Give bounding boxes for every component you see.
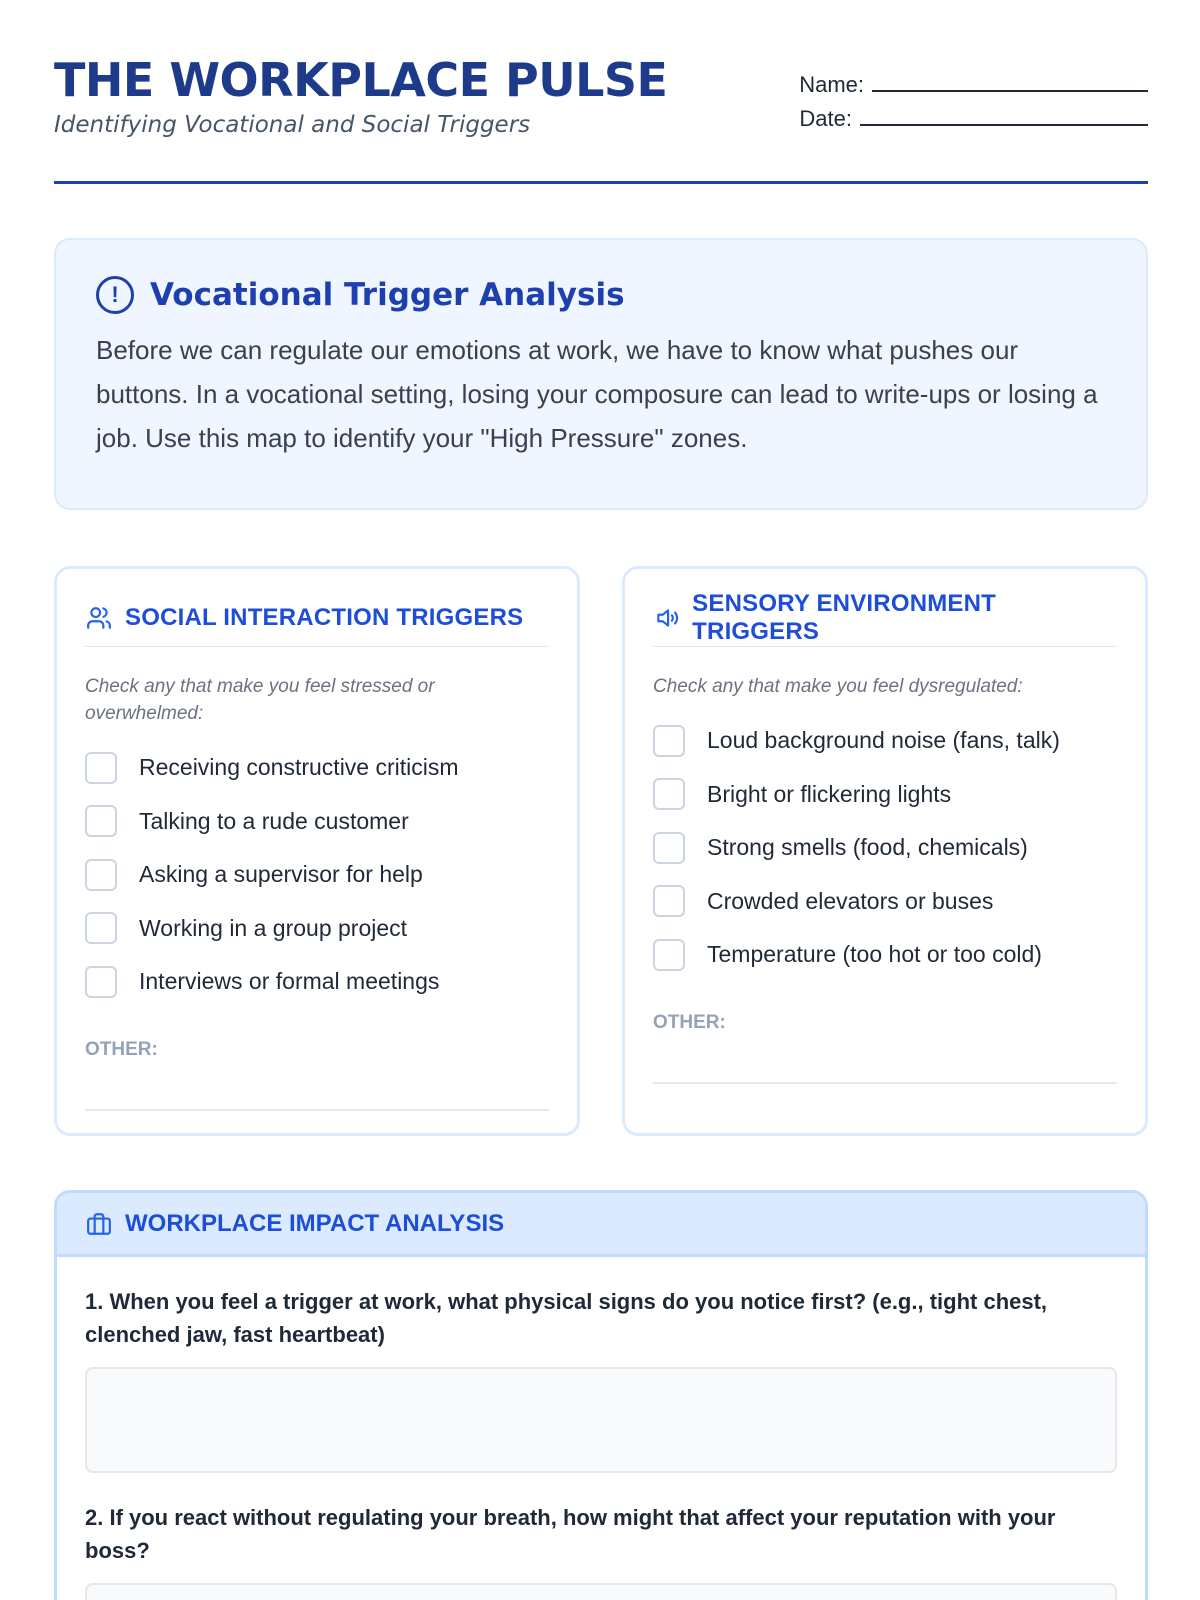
sensory-card-title: SENSORY ENVIRONMENT TRIGGERS: [692, 589, 997, 645]
date-row: [788, 106, 1148, 140]
impact-header: [57, 1193, 1145, 1257]
alert-circle-icon: !: [96, 276, 134, 314]
check-label: Crowded elevators or buses: [707, 887, 994, 914]
checkbox[interactable]: [85, 912, 117, 944]
check-label: Bright or flickering lights: [707, 780, 952, 807]
social-check-item: [85, 741, 549, 795]
name-row: [788, 72, 1148, 106]
checkbox[interactable]: [85, 805, 117, 837]
checkbox[interactable]: [653, 778, 685, 810]
sensory-check-item: [653, 875, 1117, 929]
social-check-item: [85, 955, 549, 1009]
social-hint: Check any that make you feel stressed or overwhelmed:: [85, 676, 435, 724]
student-info: [788, 72, 1148, 140]
question-1: 1. When you feel a trigger at work, what physical signs do you notice first? (e.g., tight chest, clenched jaw, fast heartbeat): [85, 1289, 1048, 1347]
check-label: Strong smells (food, chemicals): [707, 834, 1028, 861]
checkbox[interactable]: [653, 939, 685, 971]
answer-2-field[interactable]: [85, 1583, 1117, 1600]
name-field[interactable]: [872, 72, 1148, 92]
impact-title: WORKPLACE IMPACT ANALYSIS: [125, 1209, 505, 1237]
social-check-item: [85, 795, 549, 849]
social-check-item: [85, 848, 549, 902]
sensory-check-item: [653, 768, 1117, 822]
checkbox[interactable]: [85, 859, 117, 891]
volume-icon: [653, 604, 680, 632]
sensory-other-label: OTHER:: [653, 1011, 726, 1033]
sensory-other-field[interactable]: [653, 1044, 1117, 1084]
intro-title: Vocational Trigger Analysis: [150, 277, 625, 313]
social-triggers-card: [54, 566, 580, 1136]
check-label: Talking to a rude customer: [139, 807, 409, 834]
social-check-item: [85, 902, 549, 956]
check-label: Asking a supervisor for help: [139, 861, 423, 888]
date-field[interactable]: [860, 106, 1148, 126]
sensory-check-item: [653, 928, 1117, 982]
social-card-title: SOCIAL INTERACTION TRIGGERS: [125, 603, 524, 631]
impact-body: [57, 1257, 1145, 1600]
briefcase-icon: [85, 1210, 113, 1238]
name-label: Name:: [799, 72, 864, 97]
date-label: Date:: [799, 106, 852, 131]
sensory-checklist: [653, 714, 1117, 982]
checkbox[interactable]: [653, 725, 685, 757]
checkbox[interactable]: [653, 885, 685, 917]
social-other-label: OTHER:: [85, 1038, 158, 1060]
intro-text: Before we can regulate our emotions at work, we have to know what pushes our buttons. In a vocational setting, losing your composure can lead to write-ups or losing a job. Use this map to identify your "High Pressure" zones.: [96, 335, 1098, 453]
sensory-hint: Check any that make you feel dysregulated:: [653, 676, 1023, 697]
page-subtitle: Identifying Vocational and Social Triggers: [54, 112, 531, 138]
sensory-check-item: [653, 821, 1117, 875]
worksheet-header: [54, 52, 1148, 184]
social-card-header: [85, 597, 549, 647]
checkbox[interactable]: [653, 832, 685, 864]
page-title: THE WORKPLACE PULSE: [54, 53, 668, 107]
check-label: Temperature (too hot or too cold): [707, 941, 1042, 968]
social-other-field[interactable]: [85, 1071, 549, 1111]
check-label: Loud background noise (fans, talk): [707, 727, 1060, 754]
check-label: Receiving constructive criticism: [139, 754, 459, 781]
social-checklist: [85, 741, 549, 1009]
sensory-triggers-card: [622, 566, 1148, 1136]
intro-panel: [54, 238, 1148, 510]
check-label: Working in a group project: [139, 914, 408, 941]
checkbox[interactable]: [85, 752, 117, 784]
intro-header: [96, 276, 1106, 314]
users-icon: [85, 604, 113, 632]
answer-1-field[interactable]: [85, 1367, 1117, 1473]
check-label: Interviews or formal meetings: [139, 968, 440, 995]
sensory-check-item: [653, 714, 1117, 768]
sensory-card-header: [653, 589, 1117, 647]
checkbox[interactable]: [85, 966, 117, 998]
question-2: 2. If you react without regulating your breath, how might that affect your reputation with your boss?: [85, 1505, 1056, 1563]
impact-analysis-section: [54, 1190, 1148, 1600]
